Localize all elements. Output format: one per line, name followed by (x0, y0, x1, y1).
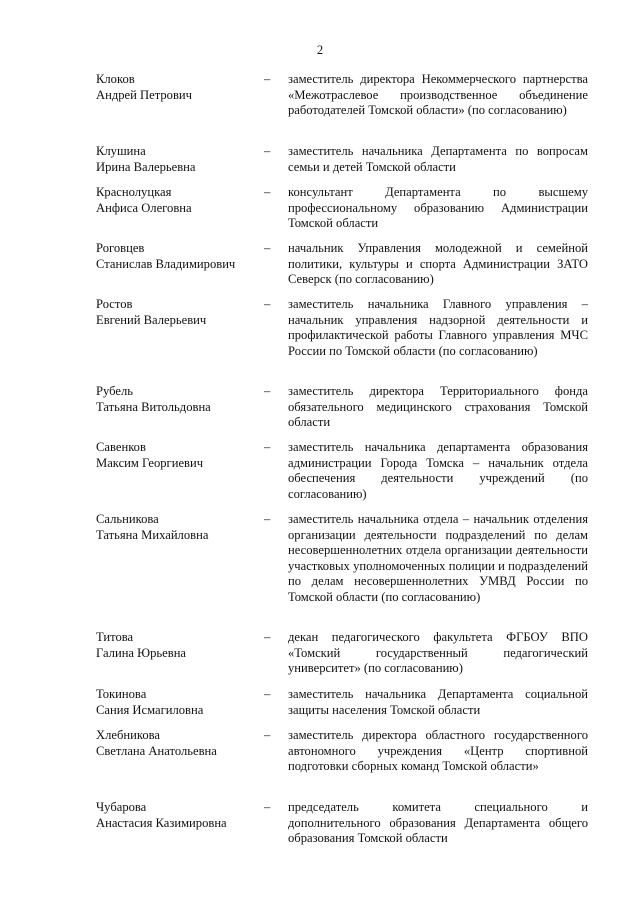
member-name: Краснолуцкая Анфиса Олеговна (96, 185, 192, 215)
member-name: Хлебникова Светлана Анатольевна (96, 728, 217, 758)
member-position: заместитель начальника отдела – начальник отделения организации деятельности подразделений по делам несовершеннолетних отдела организации деятельности участковых уполномоченных полиции и подразделений по делам несовершеннолетних УМВД России по Томской области (по согласованию) (288, 512, 588, 604)
member-name: Титова Галина Юрьевна (96, 630, 187, 660)
dash-separator: – (264, 687, 271, 701)
dash-separator: – (264, 728, 271, 742)
member-position: заместитель директора Территориального фонда обязательного медицинского страхования Томской области (288, 384, 588, 430)
member-position: декан педагогического факультета ФГБОУ ВПО «Томский государственный педагогический университет» (по согласованию) (288, 630, 588, 676)
dash-separator: – (264, 185, 271, 199)
dash-separator: – (264, 800, 271, 814)
member-position: заместитель директора Некоммерческого партнерства «Межотраслевое производственное объединение работодателей Томской области» (по согласованию) (288, 72, 588, 118)
member-name: Токинова Сания Исмагиловна (96, 687, 204, 717)
page-number: 2 (316, 43, 324, 57)
member-position: заместитель начальника Департамента социальной защиты населения Томской области (288, 687, 588, 717)
member-position: начальник Управления молодежной и семейной политики, культуры и спорта Администрации ЗАТО Северск (по согласованию) (288, 241, 588, 287)
member-position: председатель комитета специального и дополнительного образования Департамента общего образования Томской области (288, 800, 588, 846)
member-position: заместитель директора областного государственного автономного учреждения «Центр спортивной подготовки сборных команд Томской области» (288, 728, 588, 774)
member-name: Роговцев Станислав Владимирович (96, 241, 236, 271)
member-name: Клушина Ирина Валерьевна (96, 144, 196, 174)
member-name: Чубарова Анастасия Казимировна (96, 800, 227, 830)
member-name: Савенков Максим Георгиевич (96, 440, 204, 470)
dash-separator: – (264, 440, 271, 454)
dash-separator: – (264, 512, 271, 526)
dash-separator: – (264, 630, 271, 644)
member-position: заместитель начальника Департамента по вопросам семьи и детей Томской области (288, 144, 588, 174)
member-name: Рубель Татьяна Витольдовна (96, 384, 211, 414)
dash-separator: – (264, 384, 271, 398)
member-position: заместитель начальника Главного управления – начальник управления надзорной деятельности и профилактической работы Главного управления МЧС России по Томской области (по согласованию) (288, 297, 588, 358)
dash-separator: – (264, 72, 271, 86)
member-name: Сальникова Татьяна Михайловна (96, 512, 209, 542)
dash-separator: – (264, 241, 271, 255)
member-name: Ростов Евгений Валерьевич (96, 297, 207, 327)
member-position: консультант Департамента по высшему профессиональному образованию Администрации Томской области (288, 185, 588, 231)
dash-separator: – (264, 144, 271, 158)
dash-separator: – (264, 297, 271, 311)
member-position: заместитель начальника департамента образования администрации Города Томска – начальник отдела обеспечения деятельности учреждений (по согласованию) (288, 440, 588, 501)
member-name: Клоков Андрей Петрович (96, 72, 192, 102)
